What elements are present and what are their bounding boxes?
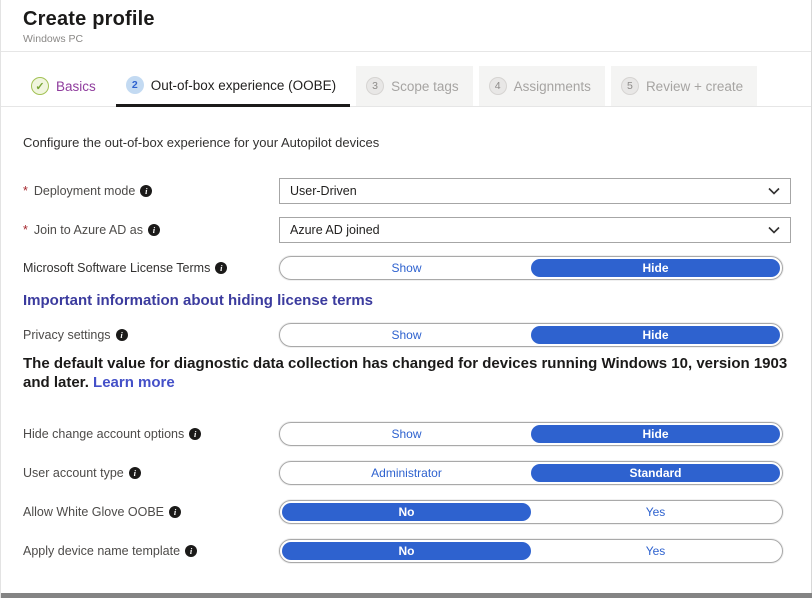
white-glove-row xyxy=(23,500,789,524)
white-glove-label: Allow White Glove OOBE i xyxy=(23,505,279,519)
info-icon[interactable]: i xyxy=(148,224,160,236)
tab-oobe-label: Out-of-box experience (OOBE) xyxy=(150,77,337,93)
user-account-type-row xyxy=(23,461,789,485)
privacy-settings-label: Privacy settings i xyxy=(23,328,279,342)
step-4-badge: 4 xyxy=(489,77,507,95)
info-icon[interactable]: i xyxy=(140,185,152,197)
device-name-yes-option[interactable]: Yes xyxy=(645,544,666,558)
deployment-mode-value: User-Driven xyxy=(290,184,357,198)
device-name-template-row xyxy=(23,539,789,563)
info-icon[interactable]: i xyxy=(169,506,181,518)
privacy-hide-option[interactable]: Hide xyxy=(531,326,780,344)
info-icon[interactable]: i xyxy=(129,467,141,479)
tab-review-create[interactable] xyxy=(611,66,757,106)
white-glove-no-option[interactable]: No xyxy=(282,503,531,521)
hide-change-account-row xyxy=(23,422,789,446)
oobe-form xyxy=(1,107,811,563)
privacy-settings-toggle xyxy=(279,323,783,347)
privacy-show-option[interactable]: Show xyxy=(391,328,422,342)
chevron-down-icon xyxy=(768,187,780,195)
white-glove-yes-option[interactable]: Yes xyxy=(645,505,666,519)
license-terms-show-option[interactable]: Show xyxy=(391,261,422,275)
wizard-tabs xyxy=(1,52,811,107)
diagnostic-data-warning: The default value for diagnostic data collection has changed for devices running Windows 10, version 1903 and later. Learn more xyxy=(23,355,788,391)
page-subtitle: Windows PC xyxy=(23,33,84,45)
tab-basics[interactable] xyxy=(31,66,110,106)
deployment-mode-row xyxy=(23,178,789,204)
white-glove-toggle xyxy=(279,500,783,524)
blade-header xyxy=(1,0,811,52)
tab-scope-tags-label: Scope tags xyxy=(391,78,459,94)
step-3-badge: 3 xyxy=(366,77,384,95)
license-terms-row xyxy=(23,256,789,280)
tab-scope-tags[interactable] xyxy=(356,66,473,106)
tab-basics-label: Basics xyxy=(56,78,96,94)
step-2-badge: 2 xyxy=(126,76,144,94)
join-azure-ad-row xyxy=(23,217,789,243)
learn-more-link[interactable]: Learn more xyxy=(93,374,175,391)
device-name-template-label: Apply device name template i xyxy=(23,544,279,558)
standard-option[interactable]: Standard xyxy=(531,464,780,482)
deployment-mode-dropdown[interactable] xyxy=(279,178,791,204)
tab-assignments[interactable] xyxy=(479,66,605,106)
join-azure-ad-value: Azure AD joined xyxy=(290,223,380,237)
tab-assignments-label: Assignments xyxy=(513,78,591,94)
hide-change-account-toggle xyxy=(279,422,783,446)
join-azure-ad-label: * Join to Azure AD as i xyxy=(23,223,279,237)
info-icon[interactable]: i xyxy=(215,262,227,274)
license-terms-label: Microsoft Software License Terms i xyxy=(23,261,279,275)
required-marker: * xyxy=(23,223,28,237)
privacy-settings-row xyxy=(23,323,789,347)
user-account-type-toggle xyxy=(279,461,783,485)
window-bottom-border xyxy=(1,593,812,598)
info-icon[interactable]: i xyxy=(116,329,128,341)
required-marker: * xyxy=(23,184,28,198)
page-title: Create profile xyxy=(23,8,155,30)
intro-text: Configure the out-of-box experience for your Autopilot devices xyxy=(23,135,380,150)
hide-change-account-hide-option[interactable]: Hide xyxy=(531,425,780,443)
license-terms-toggle xyxy=(279,256,783,280)
chevron-down-icon xyxy=(768,226,780,234)
hide-change-account-show-option[interactable]: Show xyxy=(391,427,422,441)
license-terms-hide-option[interactable]: Hide xyxy=(531,259,780,277)
deployment-mode-label: * Deployment mode i xyxy=(23,184,279,198)
tab-review-create-label: Review + create xyxy=(645,78,744,94)
tab-oobe[interactable] xyxy=(116,66,350,107)
check-icon: ✓ xyxy=(31,77,49,95)
step-5-badge: 5 xyxy=(621,77,639,95)
license-hiding-warning: Important information about hiding license terms xyxy=(23,292,374,309)
info-icon[interactable]: i xyxy=(189,428,201,440)
hide-change-account-label: Hide change account options i xyxy=(23,427,279,441)
device-name-no-option[interactable]: No xyxy=(282,542,531,560)
info-icon[interactable]: i xyxy=(185,545,197,557)
join-azure-ad-dropdown[interactable] xyxy=(279,217,791,243)
device-name-template-toggle xyxy=(279,539,783,563)
administrator-option[interactable]: Administrator xyxy=(371,466,442,480)
user-account-type-label: User account type i xyxy=(23,466,279,480)
